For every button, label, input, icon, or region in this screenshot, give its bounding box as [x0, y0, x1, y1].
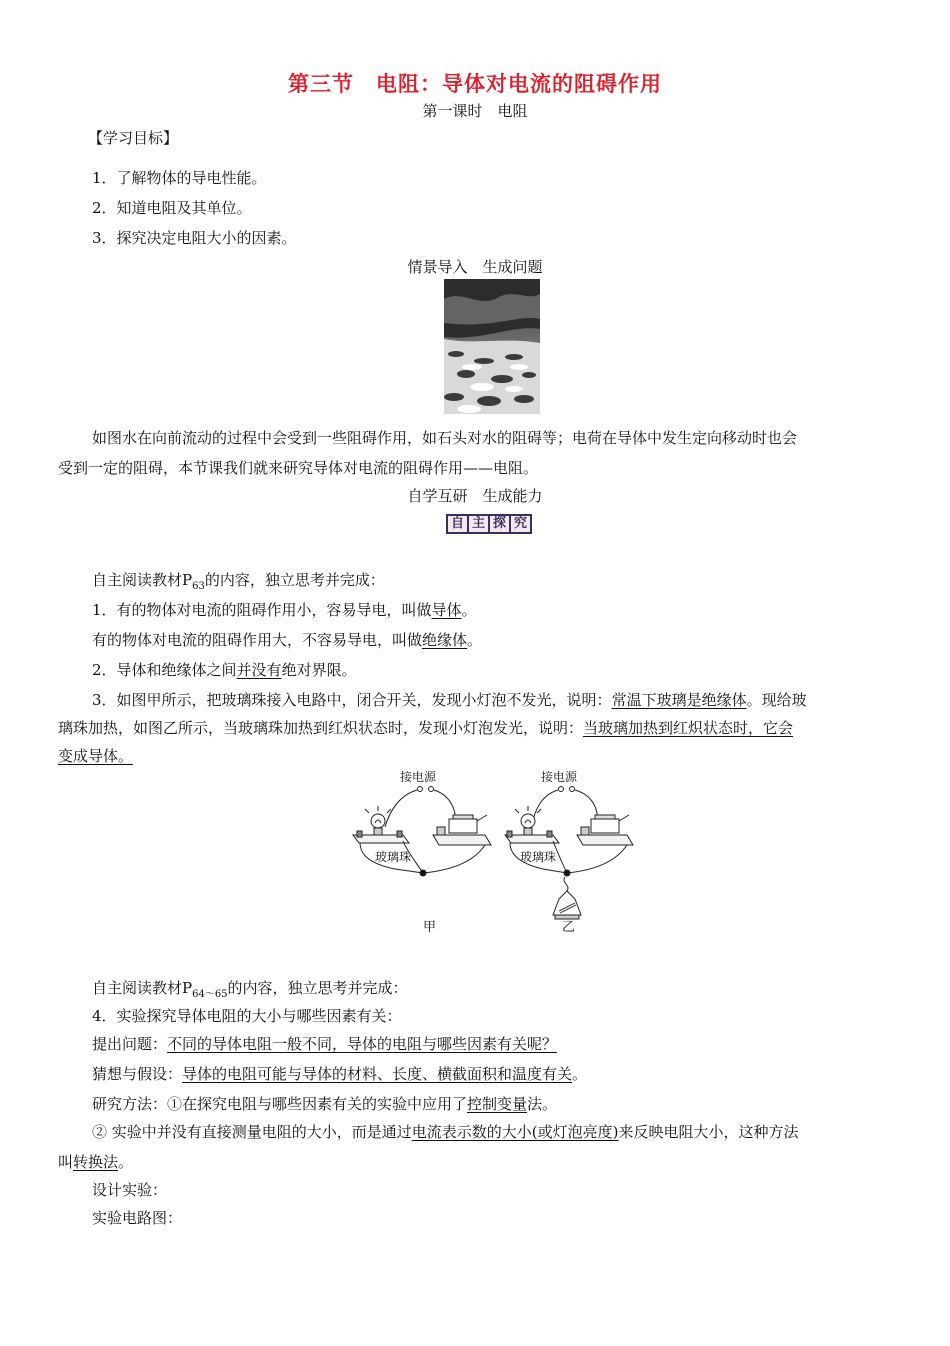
- page-title: 第三节 电阻：导体对电流的阻碍作用: [288, 72, 662, 96]
- question-3-line: 璃珠加热，如图乙所示，当玻璃珠加热到红炽状态时，发现小灯泡发光，说明：当玻璃加热到红炽状态时，它会: [58, 719, 794, 737]
- bead-label: 玻璃珠: [520, 850, 557, 864]
- answer-blank: 转换法: [73, 1153, 119, 1171]
- question-1a: 1．有的物体对电流的阻碍作用小，容易导电，叫做导体。: [92, 601, 477, 619]
- glass-bead-circuit-figure: [345, 765, 645, 940]
- reading-instruction: 自主阅读教材$P_{63}$的内容，独立思考并完成：: [92, 571, 385, 592]
- research-method-2: ② 实验中并没有直接测量电阻的大小，而是通过电流表示数的大小(或灯泡亮度)来反映电阻大小，这种方法: [92, 1123, 799, 1141]
- badge-char: 探: [490, 516, 509, 532]
- self-study-heading: 自学互研 生成能力: [407, 487, 543, 505]
- question-2: 2．导体和绝缘体之间并没有绝对界限。: [92, 661, 357, 679]
- badge-char: 主: [469, 516, 488, 532]
- power-label: 接电源: [541, 770, 578, 784]
- answer-blank: 控制变量: [467, 1095, 528, 1113]
- answer-blank: 当玻璃加热到红炽状态时，它会: [583, 719, 794, 737]
- answer-blank: 不同的导体电阻一般不同，导体的电阻与哪些因素有关呢？: [167, 1035, 558, 1053]
- answer-blank: 电流表示数的大小(或灯泡亮度): [411, 1123, 619, 1141]
- research-method-2-line: 叫转换法。: [58, 1153, 134, 1171]
- answer-blank: 变成导体。: [58, 747, 134, 765]
- figure-caption: 甲: [423, 920, 437, 935]
- design-experiment: 设计实验：: [92, 1181, 168, 1199]
- question-1b: 有的物体对电流的阻碍作用大，不容易导电，叫做绝缘体。: [92, 631, 483, 649]
- raise-question: 提出问题：不同的导体电阻一般不同，导体的电阻与哪些因素有关呢？: [92, 1035, 558, 1053]
- answer-blank: 导体: [431, 601, 462, 619]
- objective-item: 2．知道电阻及其单位。: [92, 199, 252, 217]
- badge-char: 自: [448, 516, 467, 532]
- objective-item: 3．探究决定电阻大小的因素。: [92, 229, 297, 247]
- reading-instruction: 自主阅读教材$P_{64\sim 65}$的内容，独立思考并完成：: [92, 979, 408, 1000]
- answer-blank: 常温下玻璃是绝缘体: [611, 691, 747, 709]
- self-explore-badge: [446, 514, 532, 534]
- power-label: 接电源: [400, 770, 437, 784]
- question-3-line: 3．如图甲所示，把玻璃珠接入电路中，闭合开关，发现小灯泡不发光，说明：常温下玻璃是绝缘体。现给玻: [92, 691, 807, 709]
- objectives-heading: 【学习目标】: [88, 129, 179, 147]
- answer-blank: 绝缘体: [422, 631, 468, 649]
- question-4: 4．实验探究导体电阻的大小与哪些因素有关：: [92, 1007, 402, 1025]
- answer-blank: 导体的电阻可能与导体的材料、长度、横截面积和温度有关: [182, 1065, 573, 1083]
- figure-caption: 乙: [562, 920, 576, 935]
- objective-item: 1．了解物体的导电性能。: [92, 169, 267, 187]
- intro-paragraph-line: 受到一定的阻碍，本节课我们就来研究导体对电流的阻碍作用——电阻。: [58, 459, 539, 477]
- answer-blank: 并没有: [236, 661, 282, 679]
- question-3-line: [58, 746, 133, 766]
- research-method: 研究方法：①在探究电阻与哪些因素有关的实验中应用了控制变量法。: [92, 1095, 558, 1113]
- badge-char: 究: [511, 516, 530, 532]
- river-photo: [444, 279, 540, 414]
- hypothesis: 猜想与假设：导体的电阻可能与导体的材料、长度、横截面积和温度有关。: [92, 1065, 588, 1083]
- intro-heading: 情景导入 生成问题: [407, 258, 543, 276]
- circuit-diagram-label: 实验电路图：: [92, 1209, 183, 1227]
- lesson-subtitle: 第一课时 电阻: [422, 102, 528, 120]
- bead-label: 玻璃珠: [375, 850, 412, 864]
- intro-paragraph-line: 如图水在向前流动的过程中会受到一些阻碍作用，如石头对水的阻碍等；电荷在导体中发生定向移动时也会: [92, 429, 798, 447]
